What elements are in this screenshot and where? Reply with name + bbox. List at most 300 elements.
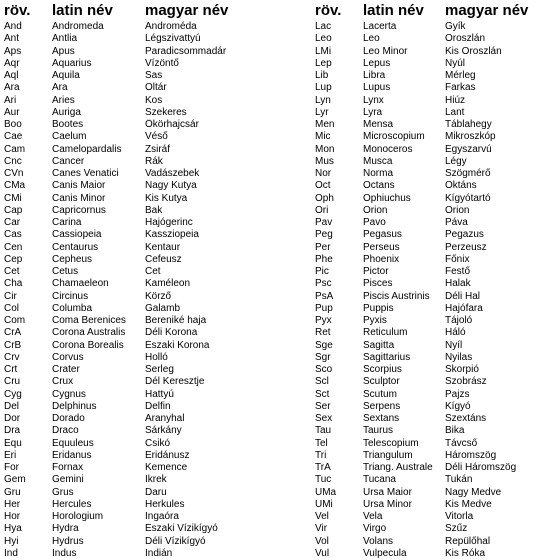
table-row [0, 168, 237, 180]
abbr-cell: Dra [4, 425, 21, 437]
table-row [0, 46, 237, 58]
abbr-cell: Vol [315, 535, 329, 547]
table-row [0, 462, 237, 474]
table-row [0, 340, 237, 352]
table-row [311, 425, 537, 437]
hungarian-name-cell: Ingaóra [145, 511, 179, 522]
table-row [0, 352, 237, 364]
abbr-cell: Car [4, 217, 21, 228]
table-row [0, 401, 237, 413]
table-row [0, 144, 237, 156]
hungarian-name-cell: Halak [445, 278, 471, 290]
latin-name-cell: Antlia [52, 33, 78, 45]
header-hungarian: magyar név [145, 2, 229, 19]
abbr-cell: PsA [315, 290, 334, 302]
table-row [0, 254, 237, 266]
abbr-cell: Cap [4, 204, 23, 216]
abbr-cell: Per [315, 241, 331, 253]
abbr-cell: Tri [315, 449, 327, 461]
table-row [0, 291, 237, 303]
hungarian-name-cell: Orion [445, 204, 470, 216]
abbr-cell: Ari [4, 94, 17, 106]
latin-name-cell: Capricornus [52, 204, 106, 216]
hungarian-name-cell: Vadászebek [145, 168, 200, 179]
table-row [0, 303, 237, 315]
latin-name-cell: Crater [52, 364, 80, 375]
table-row [0, 425, 237, 437]
table-row [311, 438, 537, 450]
hungarian-name-cell: Delfin [145, 400, 171, 412]
hungarian-name-cell: Kis Medve [445, 498, 492, 510]
latin-name-cell: Volans [363, 535, 394, 547]
latin-name-cell: Ursa Minor [363, 498, 412, 510]
hungarian-name-cell: Sas [145, 70, 163, 81]
abbr-cell: Nor [315, 168, 332, 179]
hungarian-name-cell: Légy [445, 155, 467, 167]
hungarian-name-cell: Kentaur [145, 241, 181, 253]
abbr-cell: Aur [4, 106, 20, 118]
table-row [0, 131, 237, 143]
abbr-cell: Pic [315, 266, 329, 277]
hungarian-name-cell: Főnix [445, 253, 470, 265]
latin-name-cell: Fornax [52, 462, 84, 473]
hungarian-name-cell: Tájoló [445, 315, 473, 326]
hungarian-name-cell: Háromszög [445, 449, 497, 461]
hungarian-name-cell: Kis Kutya [145, 192, 188, 204]
abbr-cell: Cas [4, 229, 22, 241]
latin-name-cell: Sextans [363, 413, 400, 424]
hungarian-name-cell: Déli Háromszög [445, 462, 517, 473]
hungarian-name-cell: Nagy Kutya [145, 180, 197, 192]
latin-name-cell: Hydra [52, 523, 79, 535]
latin-name-cell: Camelopardalis [52, 143, 122, 155]
abbr-cell: Aps [4, 45, 22, 57]
latin-name-cell: Equuleus [52, 437, 94, 449]
hungarian-name-cell: Vitorla [445, 511, 474, 522]
hungarian-name-cell: Szögmérő [445, 168, 491, 179]
abbr-cell: Cet [4, 266, 20, 277]
latin-name-cell: Perseus [363, 241, 400, 253]
latin-name-cell: Sagitta [363, 339, 395, 351]
abbr-cell: Ori [315, 204, 329, 216]
hungarian-name-cell: Repülőhal [445, 535, 491, 547]
hungarian-name-cell: Egyszarvú [445, 143, 492, 155]
abbr-cell: Hor [4, 511, 21, 522]
hungarian-name-cell: Bak [145, 204, 163, 216]
latin-name-cell: Lynx [363, 94, 384, 106]
hungarian-name-cell: Holló [145, 351, 168, 363]
hungarian-name-cell: Cet [145, 266, 161, 277]
hungarian-name-cell: Farkas [445, 82, 476, 94]
table-row [311, 450, 537, 462]
table-row [311, 536, 537, 548]
table-row [0, 327, 237, 339]
latin-name-cell: Vela [363, 511, 383, 522]
table-row [0, 95, 237, 107]
latin-name-cell: Pisces [363, 278, 393, 290]
latin-name-cell: Corvus [52, 351, 84, 363]
hungarian-name-cell: Szextáns [445, 413, 487, 424]
hungarian-name-cell: Androméda [145, 21, 197, 32]
latin-name-cell: Microscopium [363, 131, 425, 143]
table-row [311, 70, 537, 82]
hungarian-name-cell: Páva [445, 217, 468, 228]
hungarian-name-cell: Paradicsommadár [145, 45, 227, 57]
abbr-cell: Mic [315, 131, 331, 143]
latin-name-cell: Puppis [363, 302, 394, 314]
abbr-cell: Lup [315, 82, 332, 94]
hungarian-name-cell: Daru [145, 486, 167, 498]
hungarian-name-cell: Pegazus [445, 229, 484, 241]
hungarian-name-cell: Nagy Medve [445, 486, 502, 498]
table-row [0, 450, 237, 462]
abbr-cell: Lib [315, 70, 329, 81]
latin-name-cell: Crux [52, 376, 74, 388]
table-row [0, 474, 237, 486]
hungarian-name-cell: Hiúz [445, 94, 466, 106]
abbr-cell: LMi [315, 45, 332, 57]
latin-name-cell: Virgo [363, 523, 387, 535]
table-row [311, 82, 537, 94]
latin-name-cell: Tucana [363, 474, 396, 486]
hungarian-name-cell: Zsiráf [145, 143, 170, 155]
table-row [311, 205, 537, 217]
hungarian-name-cell: Csikó [145, 437, 171, 449]
latin-name-cell: Norma [363, 168, 394, 179]
latin-name-cell: Corona Australis [52, 327, 126, 339]
table-row [311, 389, 537, 401]
latin-name-cell: Leo Minor [363, 45, 408, 57]
table-row [0, 70, 237, 82]
hungarian-name-cell: Nyilas [445, 351, 473, 363]
table-row [0, 242, 237, 254]
table-row [311, 254, 537, 266]
table-row [0, 82, 237, 94]
header-row [0, 0, 237, 21]
hungarian-name-cell: Tukán [445, 474, 473, 486]
hungarian-name-cell: Táblahegy [445, 119, 492, 130]
table-row [0, 205, 237, 217]
table-row [0, 536, 237, 548]
abbr-cell: Crt [4, 364, 18, 375]
abbr-cell: Tau [315, 425, 332, 437]
table-row [0, 376, 237, 388]
hungarian-name-cell: Kígyó [445, 400, 471, 412]
header-hungarian: magyar név [445, 2, 529, 19]
latin-name-cell: Lyra [363, 106, 383, 118]
latin-name-cell: Coma Berenices [52, 315, 126, 326]
hungarian-name-cell: Északi Vízikígyó [145, 523, 218, 535]
latin-name-cell: Mensa [363, 119, 394, 130]
latin-name-cell: Chamaeleon [52, 278, 109, 290]
table-row [0, 21, 237, 33]
abbr-cell: For [4, 462, 19, 473]
header-abbr: röv. [315, 2, 342, 19]
latin-name-cell: Carina [52, 217, 82, 228]
latin-name-cell: Columba [52, 302, 93, 314]
table-row [0, 548, 237, 560]
abbr-cell: And [4, 21, 22, 32]
table-row [311, 291, 537, 303]
hungarian-name-cell: Vízöntő [145, 57, 179, 69]
abbr-cell: Phe [315, 253, 333, 265]
latin-name-cell: Apus [52, 45, 75, 57]
constellation-table-left [0, 0, 237, 560]
table-row [311, 548, 537, 560]
abbr-cell: Lac [315, 21, 332, 32]
header-latin: latin név [52, 2, 113, 19]
table-row [311, 46, 537, 58]
table-row [311, 180, 537, 192]
table-row [0, 413, 237, 425]
abbr-cell: Ret [315, 327, 331, 339]
hungarian-name-cell: Eridánusz [145, 449, 190, 461]
hungarian-name-cell: Szűz [445, 523, 468, 535]
latin-name-cell: Orion [363, 204, 388, 216]
table-row [0, 58, 237, 70]
latin-name-cell: Canis Maior [52, 180, 106, 192]
latin-name-cell: Reticulum [363, 327, 408, 339]
abbr-cell: Gem [4, 474, 26, 486]
latin-name-cell: Canes Venatici [52, 168, 119, 179]
hungarian-name-cell: Festő [445, 266, 471, 277]
table-body-right [311, 21, 537, 560]
hungarian-name-cell: Hajófara [445, 302, 483, 314]
table-row [0, 511, 237, 523]
hungarian-name-cell: Galamb [145, 302, 181, 314]
table-row [311, 523, 537, 535]
hungarian-name-cell: Kígyótartó [445, 192, 491, 204]
abbr-cell: CMi [4, 192, 22, 204]
hungarian-name-cell: Cefeusz [145, 253, 182, 265]
abbr-cell: Eri [4, 449, 17, 461]
latin-name-cell: Lepus [363, 57, 391, 69]
latin-name-cell: Piscis Austrinis [363, 290, 430, 302]
table-row [311, 278, 537, 290]
abbr-cell: Ser [315, 400, 331, 412]
hungarian-name-cell: Pajzs [445, 388, 470, 400]
abbr-cell: Vir [315, 523, 328, 535]
abbr-cell: Equ [4, 437, 22, 449]
abbr-cell: UMa [315, 486, 337, 498]
abbr-cell: Mon [315, 143, 335, 155]
table-row [311, 499, 537, 511]
latin-name-cell: Corona Borealis [52, 339, 124, 351]
hungarian-name-cell: Hattyú [145, 388, 174, 400]
latin-name-cell: Horologium [52, 511, 104, 522]
table-left [0, 0, 237, 560]
table-row [311, 462, 537, 474]
abbr-cell: Ant [4, 33, 20, 45]
latin-name-cell: Scorpius [363, 364, 402, 375]
abbr-cell: Tuc [315, 474, 332, 486]
abbr-cell: Leo [315, 33, 332, 45]
abbr-cell: Gru [4, 486, 21, 498]
abbr-cell: UMi [315, 498, 333, 510]
latin-name-cell: Aries [52, 94, 75, 106]
abbr-cell: Sex [315, 413, 333, 424]
abbr-cell: Cae [4, 131, 23, 143]
latin-name-cell: Triang. Australe [363, 462, 433, 473]
abbr-cell: Peg [315, 229, 333, 241]
abbr-cell: Aqr [4, 57, 20, 69]
table-row [311, 95, 537, 107]
abbr-cell: Cen [4, 241, 23, 253]
table-row [311, 21, 537, 33]
table-row [311, 487, 537, 499]
table-row [0, 523, 237, 535]
abbr-cell: Oct [315, 180, 331, 192]
abbr-cell: Ara [4, 82, 20, 94]
latin-name-cell: Scutum [363, 388, 397, 400]
latin-name-cell: Sculptor [363, 376, 400, 388]
abbr-cell: Psc [315, 278, 332, 290]
latin-name-cell: Vulpecula [363, 547, 407, 559]
table-row [0, 364, 237, 376]
table-row [311, 315, 537, 327]
hungarian-name-cell: Déli Korona [145, 327, 198, 339]
hungarian-name-cell: Perzeusz [445, 241, 487, 253]
abbr-cell: Sge [315, 339, 333, 351]
hungarian-name-cell: Kemence [145, 462, 188, 473]
latin-name-cell: Centaurus [52, 241, 99, 253]
latin-name-cell: Pegasus [363, 229, 402, 241]
abbr-cell: Cru [4, 376, 21, 388]
latin-name-cell: Serpens [363, 400, 401, 412]
abbr-cell: Lyr [315, 106, 329, 118]
abbr-cell: Hyi [4, 535, 19, 547]
hungarian-name-cell: Lant [445, 106, 465, 118]
latin-name-cell: Draco [52, 425, 79, 437]
latin-name-cell: Aquila [52, 70, 80, 81]
hungarian-name-cell: Kis Róka [445, 547, 486, 559]
hungarian-name-cell: Kassziopeia [145, 229, 199, 241]
hungarian-name-cell: Szekeres [145, 106, 187, 118]
abbr-cell: Lyn [315, 94, 331, 106]
latin-name-cell: Pictor [363, 266, 389, 277]
abbr-cell: CMa [4, 180, 26, 192]
table-row [0, 487, 237, 499]
latin-name-cell: Eridanus [52, 449, 92, 461]
abbr-cell: Cha [4, 278, 23, 290]
abbr-cell: Men [315, 119, 335, 130]
abbr-cell: Dor [4, 413, 21, 424]
table-row [311, 229, 537, 241]
table-row [0, 315, 237, 327]
table-row [311, 401, 537, 413]
header-latin: latin név [363, 2, 424, 19]
abbr-cell: Sco [315, 364, 333, 375]
hungarian-name-cell: Ökörhajcsár [145, 119, 199, 130]
abbr-cell: Aql [4, 70, 19, 81]
latin-name-cell: Circinus [52, 290, 89, 302]
hungarian-name-cell: Oltár [145, 82, 167, 94]
table-row [311, 58, 537, 70]
constellation-table-right [311, 0, 537, 560]
latin-name-cell: Ophiuchus [363, 192, 411, 204]
abbr-cell: Vel [315, 511, 329, 522]
hungarian-name-cell: Bereniké haja [145, 315, 207, 326]
table-row [0, 217, 237, 229]
latin-name-cell: Pavo [363, 217, 386, 228]
hungarian-name-cell: Hajógerinc [145, 217, 193, 228]
table-row [311, 156, 537, 168]
abbr-cell: Pup [315, 302, 333, 314]
latin-name-cell: Caelum [52, 131, 87, 143]
hungarian-name-cell: Távcső [445, 437, 478, 449]
table-row [311, 352, 537, 364]
latin-name-cell: Cancer [52, 155, 85, 167]
hungarian-name-cell: Déli Hal [445, 290, 481, 302]
table-row [311, 511, 537, 523]
hungarian-name-cell: Nyúl [445, 57, 466, 69]
abbr-cell: Col [4, 302, 20, 314]
hungarian-name-cell: Bika [445, 425, 465, 437]
table-row [311, 413, 537, 425]
latin-name-cell: Auriga [52, 106, 81, 118]
latin-name-cell: Bootes [52, 119, 84, 130]
hungarian-name-cell: Sárkány [145, 425, 182, 437]
abbr-cell: Cir [4, 290, 17, 302]
abbr-cell: Sct [315, 388, 330, 400]
hungarian-name-cell: Skorpió [445, 364, 479, 375]
hungarian-name-cell: Ikrek [145, 474, 167, 486]
latin-name-cell: Taurus [363, 425, 394, 437]
abbr-cell: Pav [315, 217, 333, 228]
latin-name-cell: Delphinus [52, 400, 97, 412]
hungarian-name-cell: Kos [145, 94, 163, 106]
abbr-cell: Cam [4, 143, 26, 155]
abbr-cell: Com [4, 315, 26, 326]
latin-name-cell: Canis Minor [52, 192, 106, 204]
hungarian-name-cell: Szobrász [445, 376, 487, 388]
latin-name-cell: Pyxis [363, 315, 387, 326]
hungarian-name-cell: Indián [145, 547, 173, 559]
hungarian-name-cell: Kis Oroszlán [445, 45, 502, 57]
table-row [311, 193, 537, 205]
table-right [311, 0, 537, 560]
abbr-cell: CrB [4, 339, 22, 351]
latin-name-cell: Hercules [52, 498, 92, 510]
table-row [0, 229, 237, 241]
table-row [311, 303, 537, 315]
latin-name-cell: Cygnus [52, 388, 86, 400]
table-row [0, 119, 237, 131]
table-row [311, 266, 537, 278]
abbr-cell: CVn [4, 168, 24, 179]
table-row [311, 168, 537, 180]
table-row [0, 33, 237, 45]
header-row [311, 0, 537, 21]
abbr-cell: Del [4, 400, 20, 412]
table-row [311, 33, 537, 45]
latin-name-cell: Octans [363, 180, 395, 192]
latin-name-cell: Dorado [52, 413, 85, 424]
latin-name-cell: Aquarius [52, 57, 92, 69]
table-row [0, 278, 237, 290]
latin-name-cell: Gemini [52, 474, 84, 486]
table-body-left [0, 21, 237, 560]
abbr-cell: Crv [4, 351, 20, 363]
table-row [311, 144, 537, 156]
table-row [311, 376, 537, 388]
latin-name-cell: Lupus [363, 82, 391, 94]
hungarian-name-cell: Aranyhal [145, 413, 185, 424]
latin-name-cell: Andromeda [52, 21, 104, 32]
latin-name-cell: Triangulum [363, 449, 413, 461]
abbr-cell: Scl [315, 376, 329, 388]
abbr-cell: Tel [315, 437, 328, 449]
